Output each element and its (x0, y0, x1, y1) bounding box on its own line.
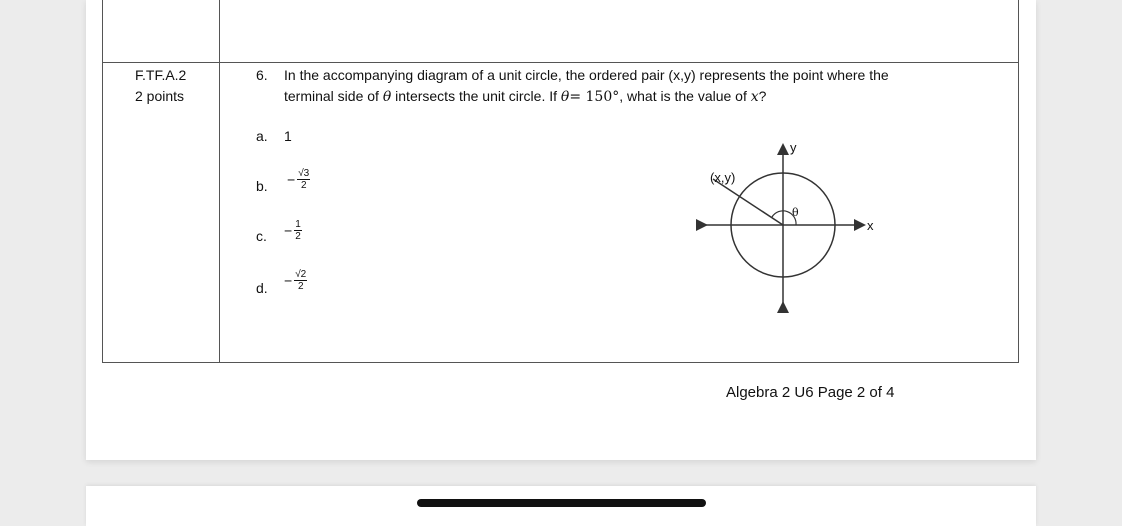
choice-a-value: 1 (284, 128, 292, 144)
x-axis-label: x (867, 218, 874, 233)
question-text-part: intersects the unit circle. If (391, 88, 561, 104)
page-footer: Algebra 2 U6 Page 2 of 4 (726, 384, 895, 401)
fraction-numerator: 1 (295, 219, 301, 230)
question-line-2 (284, 86, 984, 108)
choice-c-value (284, 219, 302, 242)
fraction-numerator: √2 (295, 269, 307, 280)
standard-cell (135, 65, 186, 107)
fraction-denominator: 2 (300, 180, 307, 191)
question-table (102, 0, 1019, 363)
choice-d-letter: d. (256, 280, 268, 296)
variable-x: x (750, 89, 759, 105)
angle-value: = 150° (569, 89, 620, 105)
row-divider (103, 62, 1018, 63)
minus-sign: − (284, 272, 293, 289)
fraction (294, 219, 302, 242)
point-label: (x,y) (710, 170, 736, 185)
fraction (294, 269, 307, 292)
column-divider (219, 0, 220, 362)
minus-sign: − (284, 222, 293, 239)
question-text-part: , what is the value of (619, 88, 751, 104)
theta-symbol: θ (382, 89, 392, 105)
standard-code: F.TF.A.2 (135, 67, 187, 83)
fraction-denominator: 2 (295, 231, 301, 242)
fraction (297, 168, 310, 191)
theta-symbol: θ (560, 89, 570, 105)
question-text-part: terminal side of (284, 88, 383, 104)
home-indicator[interactable] (417, 499, 706, 507)
question-number: 6. (256, 67, 268, 83)
choice-d-value (284, 269, 307, 292)
question-mark: ? (758, 88, 767, 104)
theta-label: θ (792, 206, 799, 219)
unit-circle-diagram (693, 134, 893, 314)
fraction-denominator: 2 (297, 281, 304, 292)
choice-b-letter: b. (256, 178, 268, 194)
choice-c-letter: c. (256, 228, 267, 244)
fraction-numerator: √3 (298, 168, 310, 179)
question-line-1: In the accompanying diagram of a unit circle, the ordered pair (x,y) represents the point where the (284, 67, 889, 83)
question-text (284, 65, 984, 108)
points-label: 2 points (135, 88, 185, 104)
minus-sign: − (287, 171, 296, 188)
y-axis-label: y (790, 140, 797, 155)
choice-b-value (287, 168, 310, 191)
choice-a-letter: a. (256, 128, 268, 144)
